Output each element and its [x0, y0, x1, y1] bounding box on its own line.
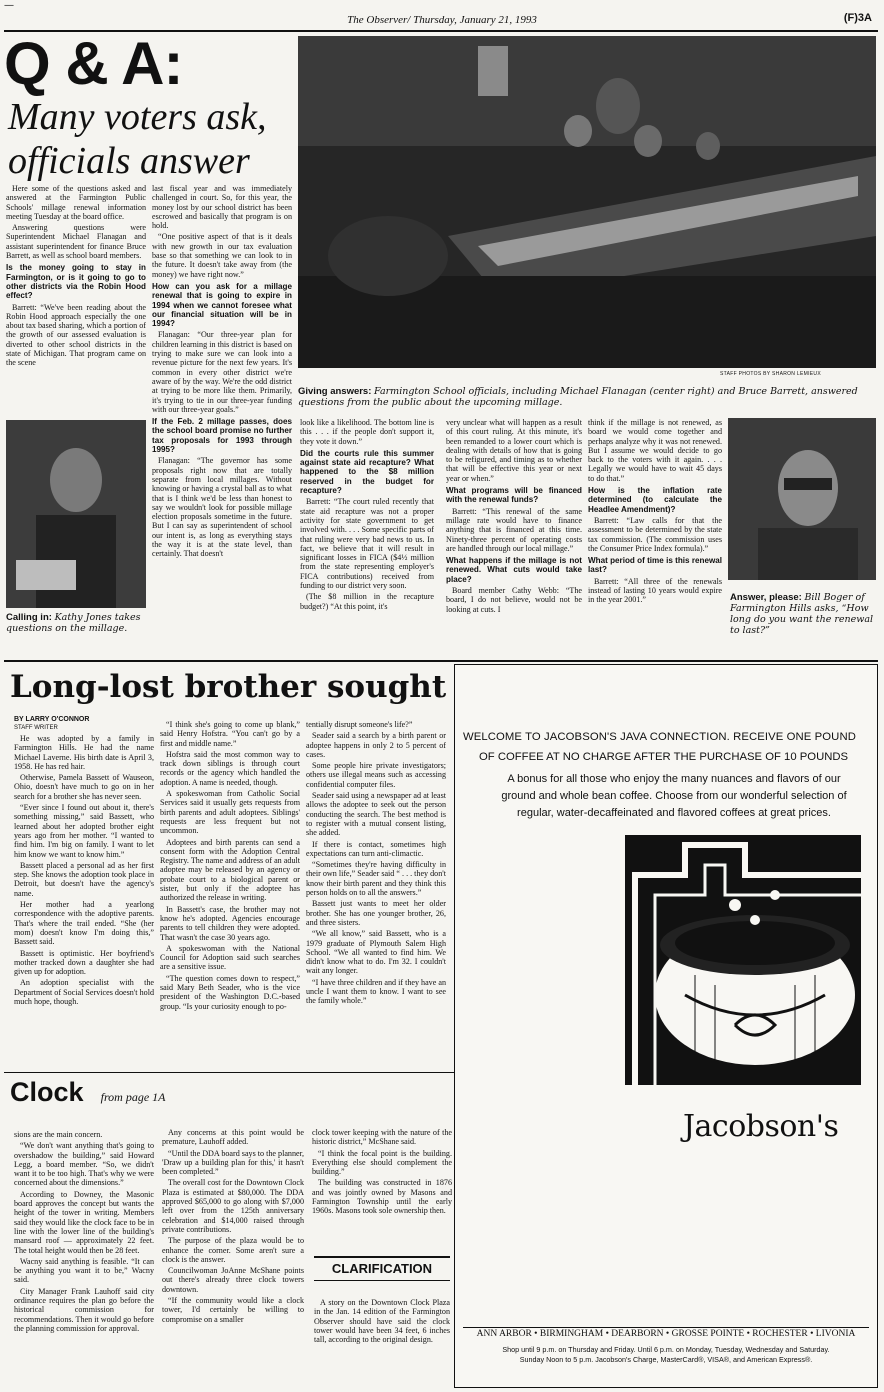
body-paragraph: “I think she's going to come up blank,” said Henry Hofstra. “You can't go by a first and middle name.” [160, 720, 300, 748]
body-paragraph: “Sometimes they're having difficulty in their own life,” Seader said “ . . . they don't know their birth parent and they think this person holds on to all the answers.” [306, 860, 446, 898]
right-caption-label: Answer, please: [730, 592, 802, 603]
left-caption-text: Kathy Jones takes questions on the millage. [6, 612, 141, 634]
main-photo-caption [298, 386, 876, 408]
clock-column-3 [312, 1128, 452, 1248]
section-rule-2 [4, 1072, 456, 1073]
body-paragraph: “Until the DDA board says to the planner, 'Draw up a building plan for this,' it hasn't been completed.” [162, 1148, 304, 1177]
body-paragraph: City Manager Frank Lauhoff said city ordinance requires the plan go before the historical commission for recommendations. Then it would go before the planning commission for approval. [14, 1286, 154, 1333]
question-paragraph: Did the courts rule this summer against state aid recapture? What happened to the $8 million reserved in the budget for recapture? [300, 448, 434, 496]
left-caption-label: Calling in: [6, 612, 52, 623]
body-paragraph: very unclear what will happen as a result of this court ruling. At this minute, it's been remanded to a lower court which is dealing with details of how that is going to be refigured, and timing as to whether that will be effective this year or next year or when.” [446, 418, 582, 483]
body-paragraph: According to Downey, the Masonic board approves the concept but wants the height of the tower in writing. Members said they would like the clock face to be in line with the lower line of the building's mansard roof — approximately 22 feet. The total height would then be 28 feet. [14, 1189, 154, 1255]
body-paragraph: think if the millage is not renewed, as board we would come together and perhaps analyze why it was not renewed. But I assume we would decide to go back to the voters with it again. . . . Legally we would have to wait 45 days to do that.” [588, 418, 722, 483]
main-caption-label: Giving answers: [298, 386, 372, 397]
body-paragraph: Her mother had a yearlong correspondence with the adoptive parents. That's where the trail ended. “She (her mom) doesn't know I'm doing this,” Bassett said. [14, 900, 154, 947]
qa-column-3 [300, 418, 434, 656]
body-paragraph: “We all know,” said Bassett, who is a 1979 graduate of Plymouth Salem High School. “We all wanted to find him. We didn't know what to do. I'm 32. I couldn't wait any longer. [306, 929, 446, 976]
body-paragraph: Answering questions were Superintendent Michael Flanagan and assistant superintendent for finance Bruce Barrett, as well as school board members. [6, 223, 146, 261]
clarification-body: A story on the Downtown Clock Plaza in the Jan. 14 edition of the Farmington Observer should have said the clock tower would have been 34 feet, 6 inches tall, according to the original design. [314, 1298, 450, 1345]
masthead-left-mark: — [4, 0, 14, 11]
body-paragraph: Barrett: “Law calls for that the assessment to be determined by the state tax commission. (The commission uses the Consumer Price Index formula).” [588, 515, 722, 553]
question-paragraph: What happens if the millage is not renewed. What cuts would take place? [446, 556, 582, 584]
body-paragraph: Otherwise, Pamela Bassett of Wauseon, Ohio, doesn't have much to go on in her search for a brother she has never seen. [14, 773, 154, 801]
body-paragraph: Seader said a search by a birth parent or adoptee happens in only 2 to 5 percent of cases. [306, 731, 446, 759]
ad-cities-rule-top [463, 1327, 869, 1328]
body-paragraph: “The question comes down to respect,” said Mary Beth Seader, who is the vice president of the Washington D.C.-based group. “Is your curiosity enough to po- [160, 973, 300, 1011]
body-paragraph: If there is contact, sometimes high expectations can turn anti-climactic. [306, 839, 446, 858]
qa-headline-line2: officials answer [8, 140, 250, 182]
body-paragraph: Adoptees and birth parents can send a consent form with the Adoption Central Registry. The name and address of an adult adoptee may be released by an agency or probate court to a biological parent or sister, but only if the adoptee has authorized the release in writing. [160, 837, 300, 903]
clock-column-2 [162, 1128, 304, 1386]
body-paragraph: Some people hire private investigators; others use illegal means such as accessing confidential computer files. [306, 761, 446, 789]
body-paragraph: Any concerns at this point would be premature, Lauhoff added. [162, 1128, 304, 1147]
body-paragraph: “One positive aspect of that is it deals with new growth in our tax evaluation base so that something we can look to in the future. It doesn't take away from (the money) we have right now.” [152, 232, 292, 279]
brother-column-1 [14, 734, 154, 1070]
body-paragraph: “I think the focal point is the building. Everything else should complement the building.” [312, 1148, 452, 1177]
clock-jump: from page 1A [100, 1090, 166, 1104]
meeting-photo-art [298, 36, 876, 368]
body-paragraph: A spokeswoman with the National Council for Adoption said such searches are a sensitive issue. [160, 943, 300, 972]
brother-column-2 [160, 720, 300, 1070]
qa-headline-line1: Many voters ask, [8, 96, 267, 138]
body-paragraph: Bassett placed a personal ad as her first step. She knows the adoption took place in Detroit, but doesn't have the agency's name. [14, 860, 154, 898]
left-photo-caption [6, 612, 146, 634]
right-caption-text: Bill Boger of Farmington Hills asks, “How long do you want the renewal to last?” [730, 592, 874, 636]
body-paragraph: tentially disrupt someone's life?” [306, 720, 413, 729]
body-paragraph: (The $8 million in the recapture budget?) “At this point, it's [300, 592, 434, 611]
body-paragraph: Board member Cathy Webb: “The board, I do not believe, would not be looking at cuts. I [446, 586, 582, 614]
clock-column-1 [14, 1130, 154, 1386]
ad-headline-1: WELCOME TO JACOBSON'S JAVA CONNECTION. RECEIVE ONE POUND [463, 731, 856, 743]
question-paragraph: How is the inflation rate determined (to calculate the Headlee Amendment)? [588, 486, 722, 514]
clarification-headline: CLARIFICATION [331, 1261, 433, 1276]
bill-boger-photo-art [728, 418, 876, 580]
body-paragraph: Flanagan: “Our three-year plan for children learning in this district is based on trying to make sure we can look into a revenue picture for the next few years. It's common in every other district we're aware of by the way. We're the odd district at trying to be more like them. Primarily, it's trying to tie in our three-year funding with our three-year goals.” [152, 330, 292, 414]
question-paragraph: What period of time is this renewal last? [588, 556, 722, 575]
bill-boger-photo [728, 418, 876, 580]
clock-title: Clock [10, 1077, 84, 1107]
ad-hours-1: Shop until 9 p.m. on Thursday and Friday. Until 6 p.m. on Monday, Tuesday, Wednesday and Saturday. [502, 1345, 830, 1354]
body-paragraph: look like a likelihood. The bottom line is this . . . if the people don't support it, they vote it down.” [300, 418, 434, 446]
qa-column-4 [446, 418, 582, 656]
section-rule-1 [4, 660, 878, 662]
body-paragraph: Bassett just wants to meet her older brother. She has one younger brother, 26, and three sisters. [306, 899, 446, 927]
ad-hours-2: Sunday Noon to 5 p.m. Jacobson's Charge, MasterCard®, VISA®, and American Express®. [519, 1355, 813, 1364]
body-paragraph: sions are the main concern. [14, 1130, 103, 1139]
qa-column-1 [6, 184, 146, 372]
kathy-jones-photo-art [6, 420, 146, 608]
question-paragraph: How can you ask for a millage renewal that is going to expire in 1994 when we cannot foresee what our financial situation will be in 1994? [152, 281, 292, 329]
ad-body: A bonus for all those who enjoy the many nuances and flavors of our ground and whole bean coffee. Choose from our wonderful selection of regular, water-decaffeinated and flavored coffees at great prices. [501, 773, 847, 819]
clarification-text [314, 1298, 450, 1384]
body-paragraph: clock tower keeping with the nature of the historic district,” McShane said. [312, 1128, 452, 1147]
coffee-cup-art [625, 835, 861, 1085]
question-paragraph: What programs will be financed with the renewal funds? [446, 486, 582, 505]
kathy-jones-photo [6, 420, 146, 608]
jacobsons-logo: Jacobson's [683, 1109, 839, 1144]
body-paragraph: Barrett: “This renewal of the same millage rate would have to finance anything that is financed at this time. Ninety-three percent of operating costs are handled through our local millage.” [446, 506, 582, 553]
body-paragraph: An adoption specialist with the Department of Social Services doesn't hold much hope, though. [14, 978, 154, 1007]
right-photo-caption [730, 592, 878, 636]
brother-column-3 [306, 720, 446, 1070]
page-number: (F)3A [843, 12, 872, 24]
coffee-illustration [625, 835, 861, 1085]
byline-title: STAFF WRITER [14, 725, 58, 731]
body-paragraph: A spokeswoman from Catholic Social Services said it usually gets requests from birth parents and adult adoptees. Siblings' requests are less frequent but not uncommon. [160, 789, 300, 836]
body-paragraph: last fiscal year and was immediately challenged in court. So, for this year, the money lost by our school district has been escrowed and basically that program is on hold. [152, 184, 292, 231]
meeting-photo [298, 36, 876, 368]
body-paragraph: “We don't want anything that's going to overshadow the building,” said Howard Legg, a board member. “So, we didn't want it to be too high. That's why we were concerned about the dimensions.” [14, 1141, 154, 1188]
qa-banner: Q & A: [4, 30, 183, 97]
body-paragraph: Wacny said anything is feasible. “It can be anything you want it to be,” Wacny said. [14, 1256, 154, 1285]
byline-name: BY LARRY O'CONNOR [14, 716, 90, 723]
body-paragraph: The purpose of the plaza would be to enhance the corner. Some aren't sure a clock is the answer. [162, 1236, 304, 1264]
body-paragraph: In Bassett's case, the brother may not know he's adopted. Agencies encourage parents to tell children they were adopted. That wasn't the case 30 years ago. [160, 904, 300, 942]
masthead-dateline: The Observer/ Thursday, January 21, 1993 [347, 14, 537, 26]
question-paragraph: If the Feb. 2 millage passes, does the school board promise no further tax proposals for 1993 through 1995? [152, 417, 292, 455]
main-caption-text: Farmington School officials, including Michael Flanagan (center right) and Bruce Barrett, answered questions from the public about the upcoming millage. [298, 386, 858, 408]
body-paragraph: He was adopted by a family in Farmington Hills. He had the name Michael Laverne. His birth date is April 3, 1958. He has red hair. [14, 734, 154, 771]
clarification-rule [314, 1280, 450, 1281]
jacobsons-ad [454, 664, 878, 1388]
body-paragraph: The overall cost for the Downtown Clock Plaza is estimated at $80,000. The DDA approved $65,000 to go along with $7,000 left over from the 125th anniversary celebration and $14,000 raised through private contributions. [162, 1178, 304, 1234]
qa-column-2 [152, 184, 292, 656]
brother-byline [14, 716, 89, 732]
body-paragraph: “If the community would like a clock tower, I'd certainly be willing to compromise on a smaller [162, 1296, 304, 1324]
body-paragraph: Barrett: “We've been reading about the Robin Hood approach especially the one about tax based sharing, which a portion of the growth of our assessed evaluation is diverted to other school districts in the state of Michigan. That program came on the scene [6, 302, 146, 368]
body-paragraph: Bassett is optimistic. Her boyfriend's mother tracked down a daughter she had given up for adoption. [14, 948, 154, 977]
body-paragraph: Hofstra said the most common way to track down siblings is through court records or the agency which handled the adoption. A name is needed, though. [160, 749, 300, 787]
body-paragraph: Barrett: “All three of the renewals instead of lasting 10 years would expire in the year 2001.” [588, 576, 722, 605]
qa-column-5 [588, 418, 722, 656]
body-paragraph: “Ever since I found out about it, there's something missing,” said Bassett, who learned about her adopted brother eight years ago from her mother. “I wanted to find him. I'm big on family. I want to let him know we want to know him.” [14, 803, 154, 859]
ad-headline-2: OF COFFEE AT NO CHARGE AFTER THE PURCHASE OF 10 POUNDS [479, 751, 849, 763]
body-paragraph: “I have three children and if they have an uncle I want them to know. I want to see the family whole.” [306, 977, 446, 1006]
brother-headline: Long-lost brother sought [10, 669, 447, 705]
body-paragraph: Here some of the questions asked and answered at the Farmington Public Schools' millage renewal information meeting Tuesday at the board office. [6, 184, 146, 221]
question-paragraph: Is the money going to stay in Farmington, or is it going to go to other districts via the Robin Hood effect? [6, 263, 146, 301]
photo-credit: STAFF PHOTOS BY SHARON LEMIEUX [720, 371, 821, 377]
body-paragraph: Councilwoman JoAnne McShane points out there's already three clock towers downtown. [162, 1266, 304, 1294]
clock-headline [10, 1074, 166, 1110]
body-paragraph: Seader said using a newspaper ad at least allows the adoptee to seek out the person conducting the search. The best method is to register with a mutual consent listing, she added. [306, 791, 446, 838]
body-paragraph: The building was constructed in 1876 and was jointly owned by Masons and Farmington Township until the early 1960s. Masons took sole ownership then. [312, 1178, 452, 1216]
body-paragraph: Barrett: “The court ruled recently that state aid recapture was not a proper activity for state government to get involved with. . . . Some specific parts of that ruling were very bad news to us. In fact, we believe that it will result in significant losses in FICA ($4½ million from the state representing employer's FICA contributions) received from funding to our district very soon. [300, 497, 434, 591]
body-paragraph: Flanagan: “The governor has some proposals right now that are totally separate from local millages. Without knowing or having a crystal ball as to what that is I think we'd be less than honest to say we wouldn't look for possible millage election proposals sometime in the future. But I can say as superintendent of school our intent is, as long as everything stays the way it is at the state level, than certainly. That doesn't [152, 456, 292, 559]
ad-cities: ANN ARBOR • BIRMINGHAM • DEARBORN • GROSSE POINTE • ROCHESTER • LIVONIA [476, 1329, 856, 1339]
